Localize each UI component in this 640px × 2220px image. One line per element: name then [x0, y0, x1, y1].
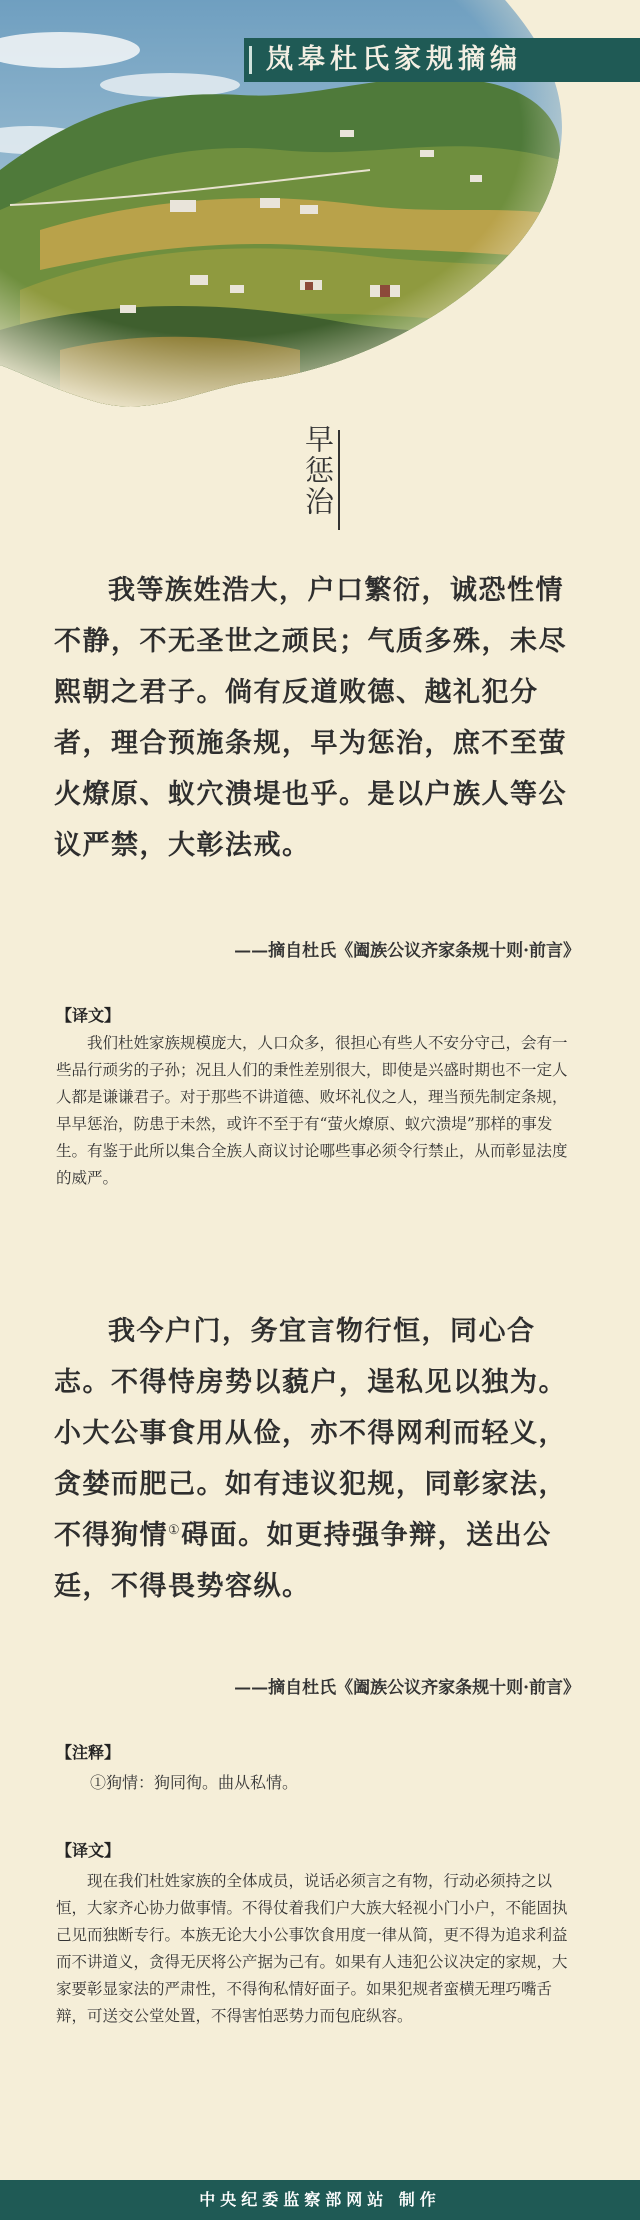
passage-2-translation-label: 【译文】: [56, 1841, 121, 1860]
passage-2-source: ——摘自杜氏《阖族公议齐家条规十则·前言》: [234, 1678, 580, 1698]
page-title-banner: [244, 38, 640, 82]
footnote-mark: ①: [168, 1523, 182, 1538]
footnote-text: ①狥情：狥同徇。曲从私情。: [90, 1773, 299, 1792]
passage-2-translation: 现在我们杜姓家族的全体成员，说话必须言之有物，行动必须持之以恒，大家齐心协力做事情。不得仗着我们户大族大轻视小门小户，不能固执己见而独断专行。本族无论大小公事饮食用度一律从简，更不得为追求利益而不讲道义，贪得无厌将公产据为己有。如果有人违犯公议决定的家规，大家要彰显家法的严肃性，不得徇私情好面子。如果犯规者蛮横无理巧嘴舌辩，可送交公堂处置，不得害怕恶势力而包庇纵容。: [56, 1872, 568, 2025]
passage-1-text: 我等族姓浩大，户口繁衍，诚恐性情不静，不无圣世之顽民；气质多殊，未尽熙朝之君子。倘有反道败德、越礼犯分者，理合预施条规，早为惩治，庶不至萤火燎原、蚁穴溃堤也乎。是以户族人等公议严禁，大彰法戒。: [54, 575, 567, 861]
passage-2-text-part1: 我今户门，务宜言物行恒，同心合志。不得恃房势以藐户，逞私见以独为。小大公事食用从俭，亦不得网利而轻义，贪婪而肥己。如有违议犯规，同彰家法，不得狥情: [54, 1316, 567, 1551]
section-title: 早惩治: [301, 424, 335, 517]
passage-1-source: ——摘自杜氏《阖族公议齐家条规十则·前言》: [234, 941, 580, 961]
title-ornament: [249, 46, 252, 74]
passage-2-text: [54, 1306, 584, 1612]
note-label: 【注释】: [56, 1743, 121, 1762]
footer-credit: 中央纪委监察部网站 制作: [199, 2190, 441, 2209]
footer-credit-bar: [0, 2180, 640, 2220]
passage-1-translation: 我们杜姓家族规模庞大，人口众多，很担心有些人不安分守己，会有一些品行顽劣的子孙；况且人们的秉性差别很大，即使是兴盛时期也不一定人人都是谦谦君子。对于那些不讲道德、败坏礼仪之人，理当预先制定条规，早早惩治，防患于未然，或许不至于有“萤火燎原、蚁穴溃堤”那样的事发生。有鉴于此所以集合全族人商议讨论哪些事必须令行禁止，从而彰显法度的威严。: [56, 1034, 568, 1187]
page-title: 岚皋杜氏家规摘编: [266, 44, 522, 75]
section-title-divider: [338, 430, 340, 530]
passage-1-translation-label: 【译文】: [56, 1006, 121, 1025]
passage-2-text-part2: 碍面。如更持强争辩，送出公廷，不得畏势容纵。: [54, 1520, 552, 1602]
